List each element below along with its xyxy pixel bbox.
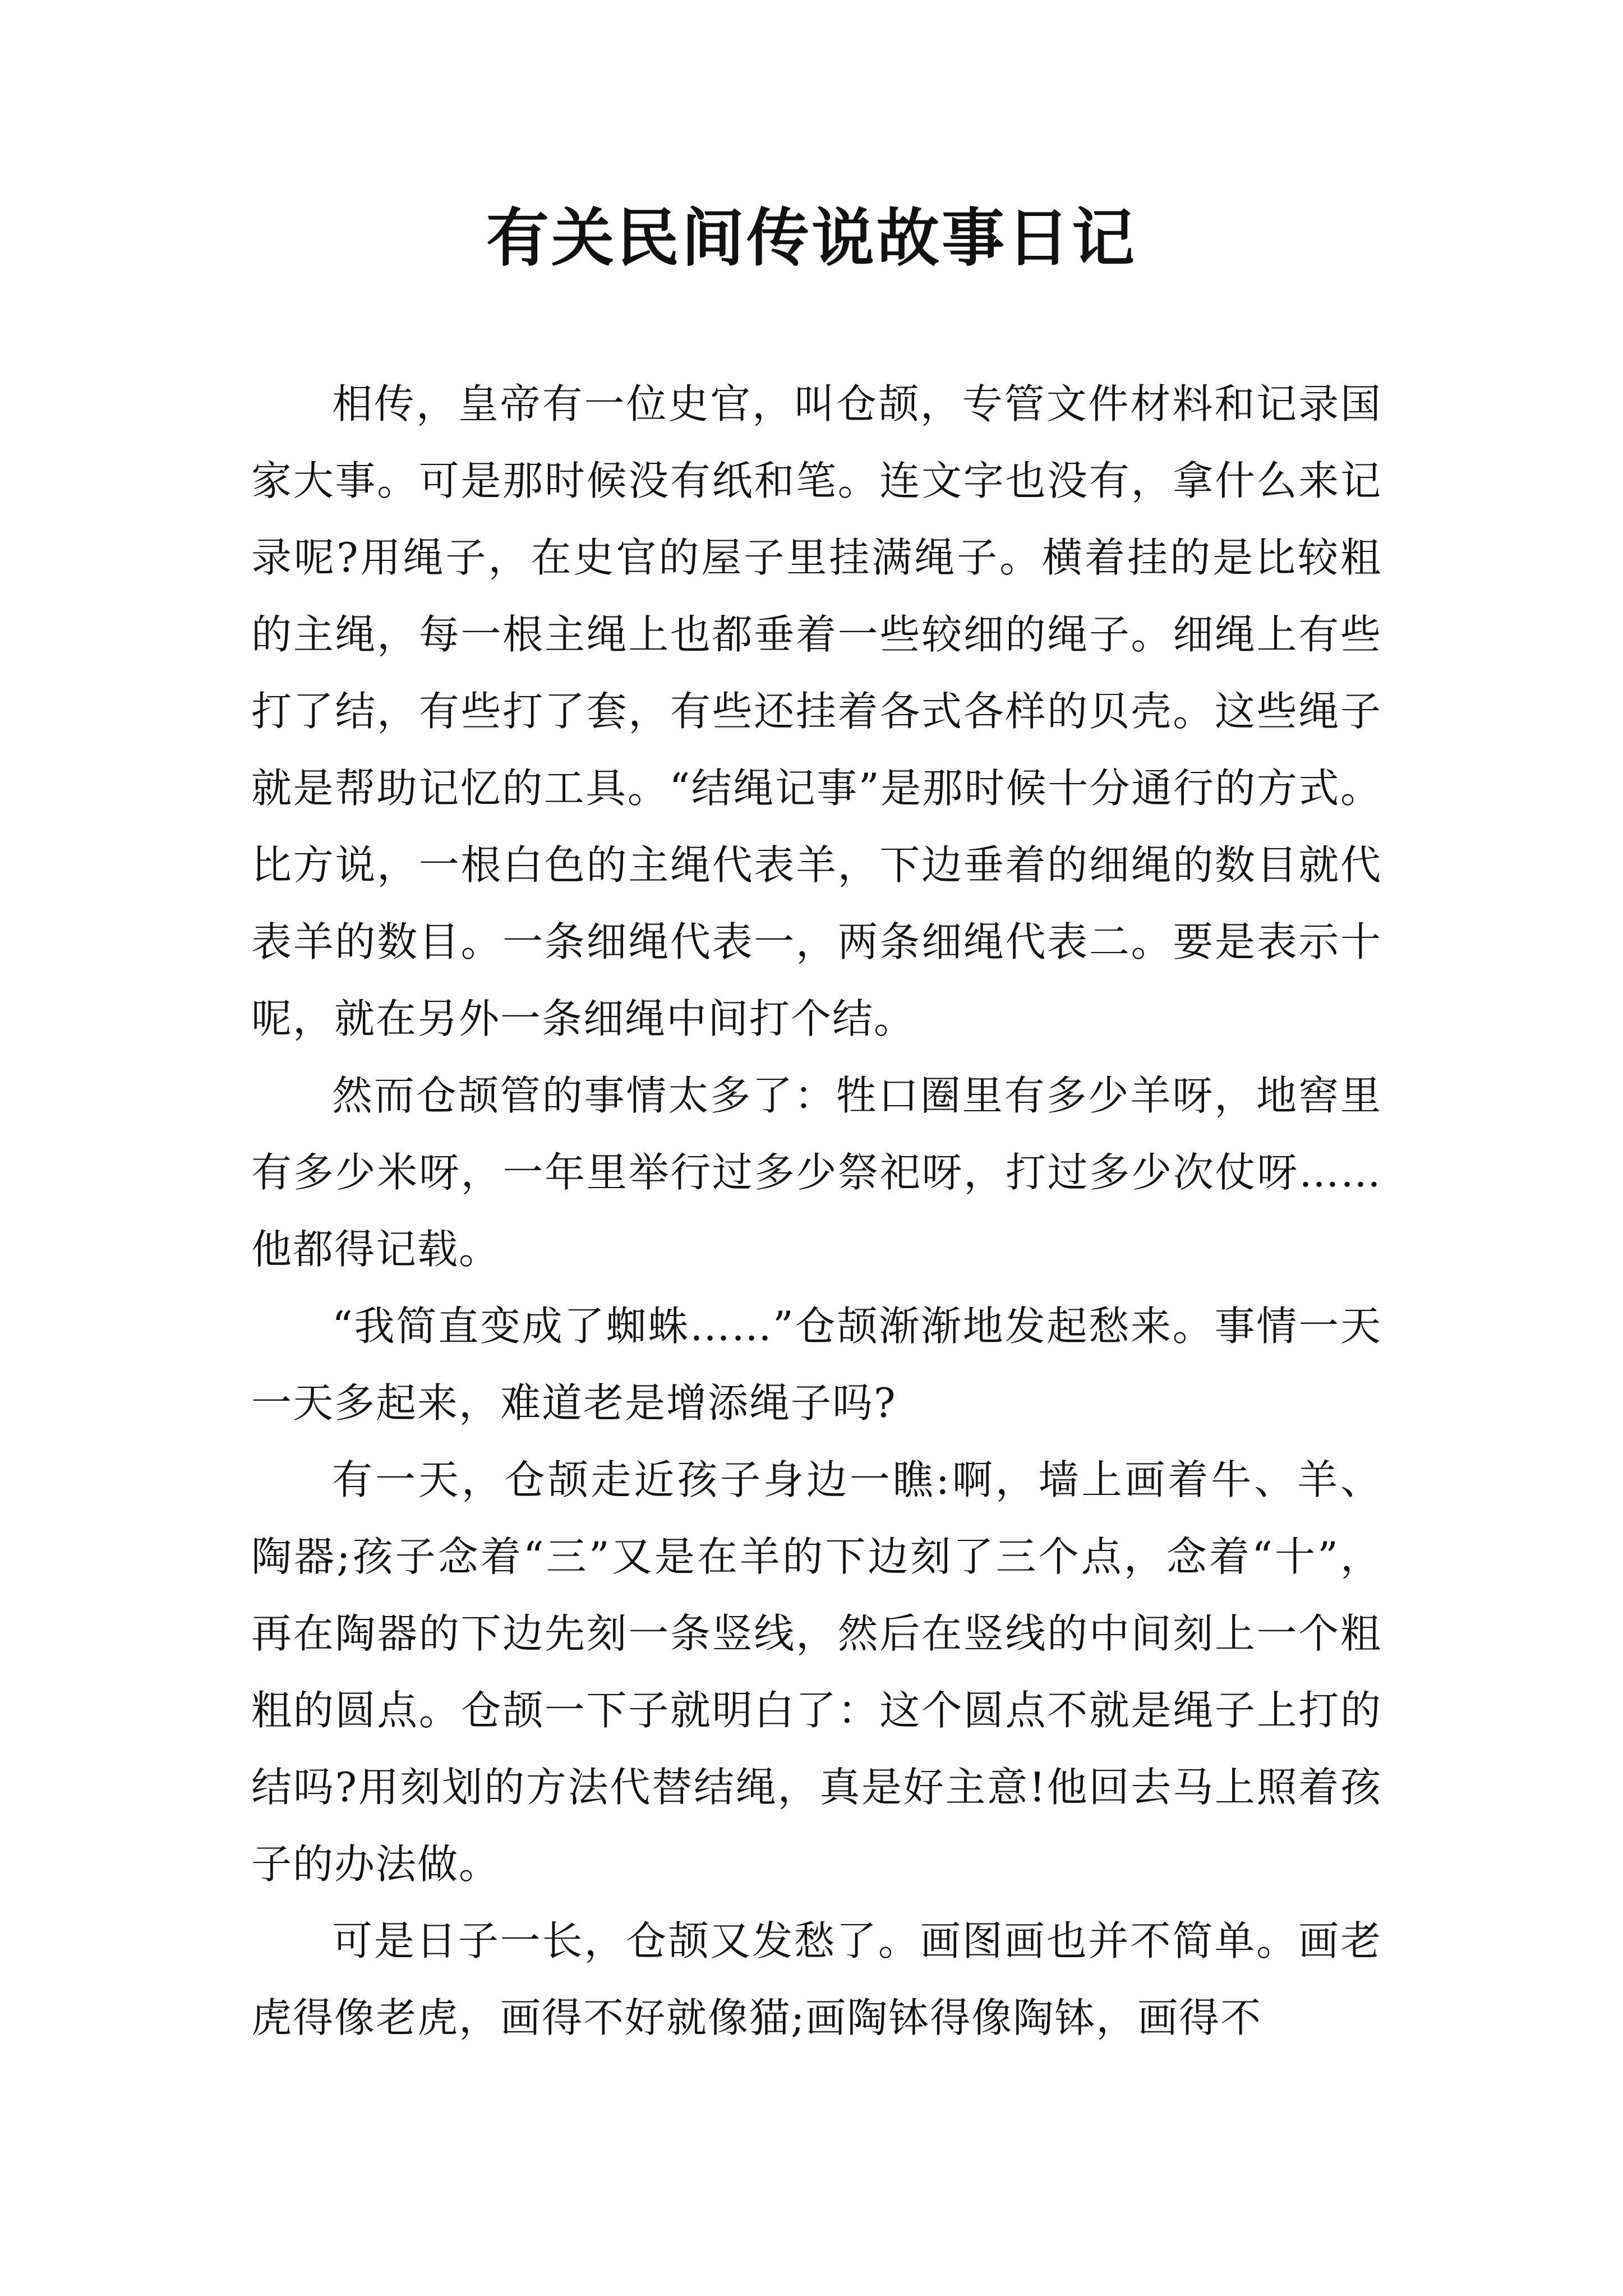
document-body [251, 366, 1382, 2056]
paragraph-2: 然而仓颉管的事情太多了：牲口圈里有多少羊呀，地窖里有多少米呀，一年里举行过多少祭祀呀，打过多少次仗呀……他都得记载。 [251, 1072, 1382, 1273]
paragraph-5: 可是日子一长，仓颉又发愁了。画图画也并不简单。画老虎得像老虎，画得不好就像猫;画陶钵得像陶钵，画得不 [251, 1917, 1382, 2041]
paragraph-4: 有一天，仓颉走近孩子身边一瞧:啊，墙上画着牛、羊、陶器;孩子念着“三”又是在羊的下边刻了三个点，念着“十”，再在陶器的下边先刻一条竖线，然后在竖线的中间刻上一个粗粗的圆点。仓颉一下子就明白了：这个圆点不就是绳子上打的结吗?用刻划的方法代替结绳，真是好主意!他回去马上照着孩子的办法做。 [251, 1456, 1382, 1888]
document-title: 有关民间传说故事日记 [486, 201, 1137, 275]
paragraph-3: “我简直变成了蜘蛛……”仓颉渐渐地发起愁来。事情一天一天多起来，难道老是增添绳子吗? [251, 1303, 1382, 1427]
paragraph-1: 相传，皇帝有一位史官，叫仓颉，专管文件材料和记录国家大事。可是那时候没有纸和笔。连文字也没有，拿什么来记录呢?用绳子，在史官的屋子里挂满绳子。横着挂的是比较粗的主绳，每一根主绳上也都垂着一些较细的绳子。细绳上有些打了结，有些打了套，有些还挂着各式各样的贝壳。这些绳子就是帮助记忆的工具。“结绳记事”是那时候十分通行的方式。比方说，一根白色的主绳代表羊，下边垂着的细绳的数目就代表羊的数目。一条细绳代表一，两条细绳代表二。要是表示十呢，就在另外一条细绳中间打个结。 [251, 380, 1382, 1042]
